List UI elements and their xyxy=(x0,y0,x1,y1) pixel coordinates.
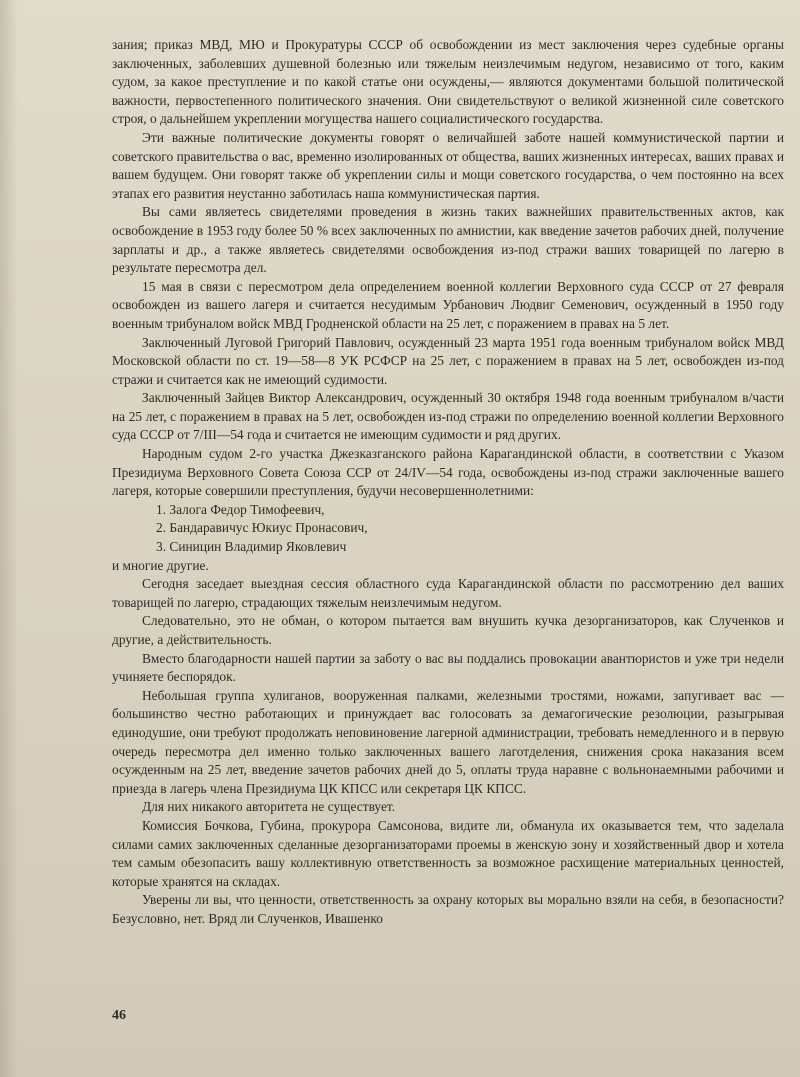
paragraph-6: Заключенный Зайцев Виктор Александрович, осужденный 30 октября 1948 года военным трибуналом в/части на 25 лет, с поражением в правах на 5 лет, освобожден из-под стражи по определению военной коллегии Верховного суда СССР от 7/III—54 года и считается не имеющим судимости и ряд других. xyxy=(112,390,784,443)
paragraph-2: Эти важные политические документы говорят о величайшей заботе нашей коммунистической партии и советского правительства о вас, временно изолированных от общества, ваших жизненных интересах, ваших правах и вашем будущем. Они говорят также об укреплении силы и мощи советского государства, о чем постоянно на всех этапах его развития неустанно заботилась наша коммунистическая партия. xyxy=(112,129,784,201)
paragraph-7: Народным судом 2-го участка Джезказганского района Карагандинской области, в соответствии с Указом Президиума Верховного Совета Союза ССР от 24/IV—54 года, освобождены из-под стражи заключенные вашего лагеря, которые совершили преступления, будучи несовершеннолетними: xyxy=(112,446,784,499)
paragraph-1: зания; приказ МВД, МЮ и Прокуратуры СССР об освобождении из мест заключения через судебные органы заключенных, заболевших душевной болезнью или тяжелым неизлечимым недугом, независимо от того, каким судом, за какое преступление и по какой статье они осуждены,— являются документами большой политической важности, первостепенного политического значения. Они свидетельствуют о великой жизненной силе советского строя, о дальнейшем укреплении могущества нашего социалистического государства. xyxy=(112,37,784,127)
text-column xyxy=(112,36,784,929)
paragraph-10: Вместо благодарности нашей партии за заботу о вас вы поддались провокации авантюристов и уже три недели учиняете беспорядок. xyxy=(112,650,784,685)
paragraph-12: Для них никакого авторитета не существует. xyxy=(142,799,396,815)
list-item: 1. Залога Федор Тимофеевич, xyxy=(156,501,325,517)
paragraph-5: Заключенный Луговой Григорий Павлович, осужденный 23 марта 1951 года военным трибуналом войск МВД Московской области по ст. 19—58—8 УК РСФСР на 25 лет, с поражением в правах на 5 лет, освобожден из-под стражи и считается как не имеющий судимости. xyxy=(112,334,784,387)
paragraph-14: Уверены ли вы, что ценности, ответственность за охрану которых вы морально взяли на себя, в безопасности? Безусловно, нет. Вряд ли Слученков, Ивашенко xyxy=(112,892,784,926)
paragraph-3: Вы сами являетесь свидетелями проведения в жизнь таких важнейших правительственных актов, как освобождение в 1953 году более 50 % всех заключенных по амнистии, как введение зачетов рабочих дней, получение зарплаты и др., а также являетесь свидетелями освобождения из-под стражи ваших товарищей по лагерю в результате пересмотра дел. xyxy=(112,204,784,276)
after-list-text: и многие другие. xyxy=(112,557,209,573)
paragraph-4: 15 мая в связи с пересмотром дела определением военной коллегии Верховного суда СССР от 27 февраля освобожден из вашего лагеря и считается несудимым Урбанович Людвиг Семенович, осужденный в 1950 году военным трибуналом войск МВД Гродненской области на 25 лет, с поражением в правах на 5 лет. xyxy=(112,278,784,331)
paragraph-13: Комиссия Бочкова, Губина, прокурора Самсонова, видите ли, обманула их оказывается тем, что заделала силами самих заключенных сделанные дезорганизаторами проемы в женскую зону и хозяйственный двор и хотела тем самым обезопасить вашу коллективную ответственность за возможное расхищение материальных ценностей, которые хранятся на складах. xyxy=(112,817,784,889)
page-number: 46 xyxy=(112,1008,126,1023)
list-item: 3. Синицин Владимир Яковлевич xyxy=(156,539,347,555)
paragraph-8: Сегодня заседает выездная сессия областного суда Карагандинской области по рассмотрению дел ваших товарищей по лагерю, страдающих тяжелым неизлечимым недугом. xyxy=(112,576,784,610)
list-item: 2. Бандаравичус Юкиус Пронасович, xyxy=(156,520,368,536)
paragraph-9: Следовательно, это не обман, о котором пытается вам внушить кучка дезорганизаторов, как Слученков и другие, а действительность. xyxy=(112,613,784,647)
released-list xyxy=(112,501,784,557)
paragraph-11: Небольшая группа хулиганов, вооруженная палками, железными тростями, ножами, запугивает вас — большинство честно работающих и принуждает вас голосовать за демагогические резолюции, разыгрывая единодушие, они требуют продолжать неповиновение лагерной администрации, требовать немедленного и в первую очередь пересмотра дел именно только заключенных вашего лаготделения, снижения срока наказания всем осужденным на 25 лет, введение зачетов рабочих дней до 5, оплаты труда наравне с вольнонаемными рабочими и приезда в лагерь члена Президиума ЦК КПСС или секретаря ЦК КПСС. xyxy=(112,687,784,796)
